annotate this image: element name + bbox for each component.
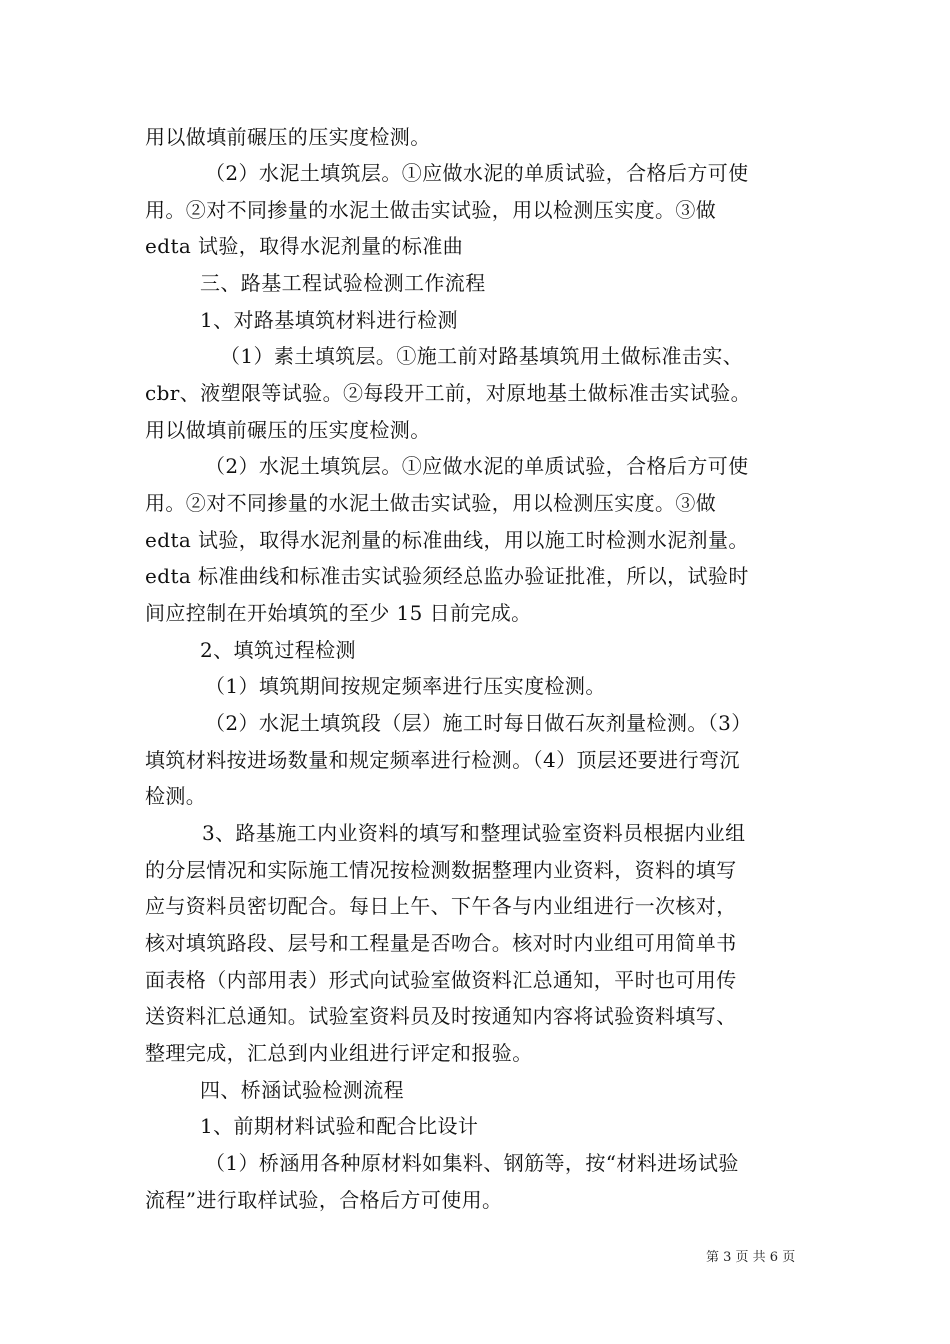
text-line: 用。②对不同掺量的水泥土做击实试验，用以检测压实度。③做	[145, 491, 717, 515]
text-line: （2）水泥土填筑段（层）施工时每日做石灰剂量检测。（3）	[205, 711, 752, 735]
text-line: 检测。	[145, 784, 207, 808]
text-line: 的分层情况和实际施工情况按检测数据整理内业资料，资料的填写	[145, 858, 737, 882]
text-line: cbr、液塑限等试验。②每段开工前，对原地基土做标准击实试验。	[145, 381, 751, 405]
section-heading: 三、路基工程试验检测工作流程	[200, 271, 486, 295]
text-line: 填筑材料按进场数量和规定频率进行检测。（4）顶层还要进行弯沉	[145, 748, 740, 772]
subsection-heading: 1、前期材料试验和配合比设计	[200, 1114, 479, 1138]
section-heading: 四、桥涵试验检测流程	[200, 1078, 404, 1102]
subsection-heading: 3、路基施工内业资料的填写和整理试验室资料员根据内业组	[202, 821, 746, 845]
text-line: （1）桥涵用各种原材料如集料、钢筋等，按“材料进场试验	[205, 1151, 739, 1175]
subsection-heading: 1、对路基填筑材料进行检测	[200, 308, 458, 332]
text-line: 流程”进行取样试验，合格后方可使用。	[145, 1188, 503, 1212]
text-line: （2）水泥土填筑层。①应做水泥的单质试验，合格后方可使	[205, 161, 749, 185]
text-line: edta 试验，取得水泥剂量的标准曲	[145, 234, 464, 258]
text-line: （2）水泥土填筑层。①应做水泥的单质试验，合格后方可使	[205, 454, 749, 478]
text-line: 间应控制在开始填筑的至少 15 日前完成。	[145, 601, 532, 625]
text-line: edta 试验，取得水泥剂量的标准曲线，用以施工时检测水泥剂量。	[145, 528, 749, 552]
page-number: 第 3 页 共 6 页	[706, 1250, 796, 1265]
text-line: 送资料汇总通知。试验室资料员及时按通知内容将试验资料填写、	[145, 1004, 737, 1028]
text-line: 整理完成，汇总到内业组进行评定和报验。	[145, 1041, 533, 1065]
text-line: （1）素土填筑层。①施工前对路基填筑用土做标准击实、	[220, 344, 744, 368]
text-line: 用。②对不同掺量的水泥土做击实试验，用以检测压实度。③做	[145, 198, 717, 222]
subsection-heading: 2、填筑过程检测	[200, 638, 356, 662]
text-line: （1）填筑期间按规定频率进行压实度检测。	[205, 674, 606, 698]
text-line: 面表格（内部用表）形式向试验室做资料汇总通知，平时也可用传	[145, 968, 737, 992]
text-line: edta 标准曲线和标准击实试验须经总监办验证批准，所以，试验时	[145, 564, 749, 588]
text-line: 用以做填前碾压的压实度检测。	[145, 418, 431, 442]
text-line: 用以做填前碾压的压实度检测。	[145, 125, 431, 149]
text-line: 核对填筑路段、层号和工程量是否吻合。核对时内业组可用简单书	[145, 931, 737, 955]
text-line: 应与资料员密切配合。每日上午、下午各与内业组进行一次核对，	[145, 894, 737, 918]
